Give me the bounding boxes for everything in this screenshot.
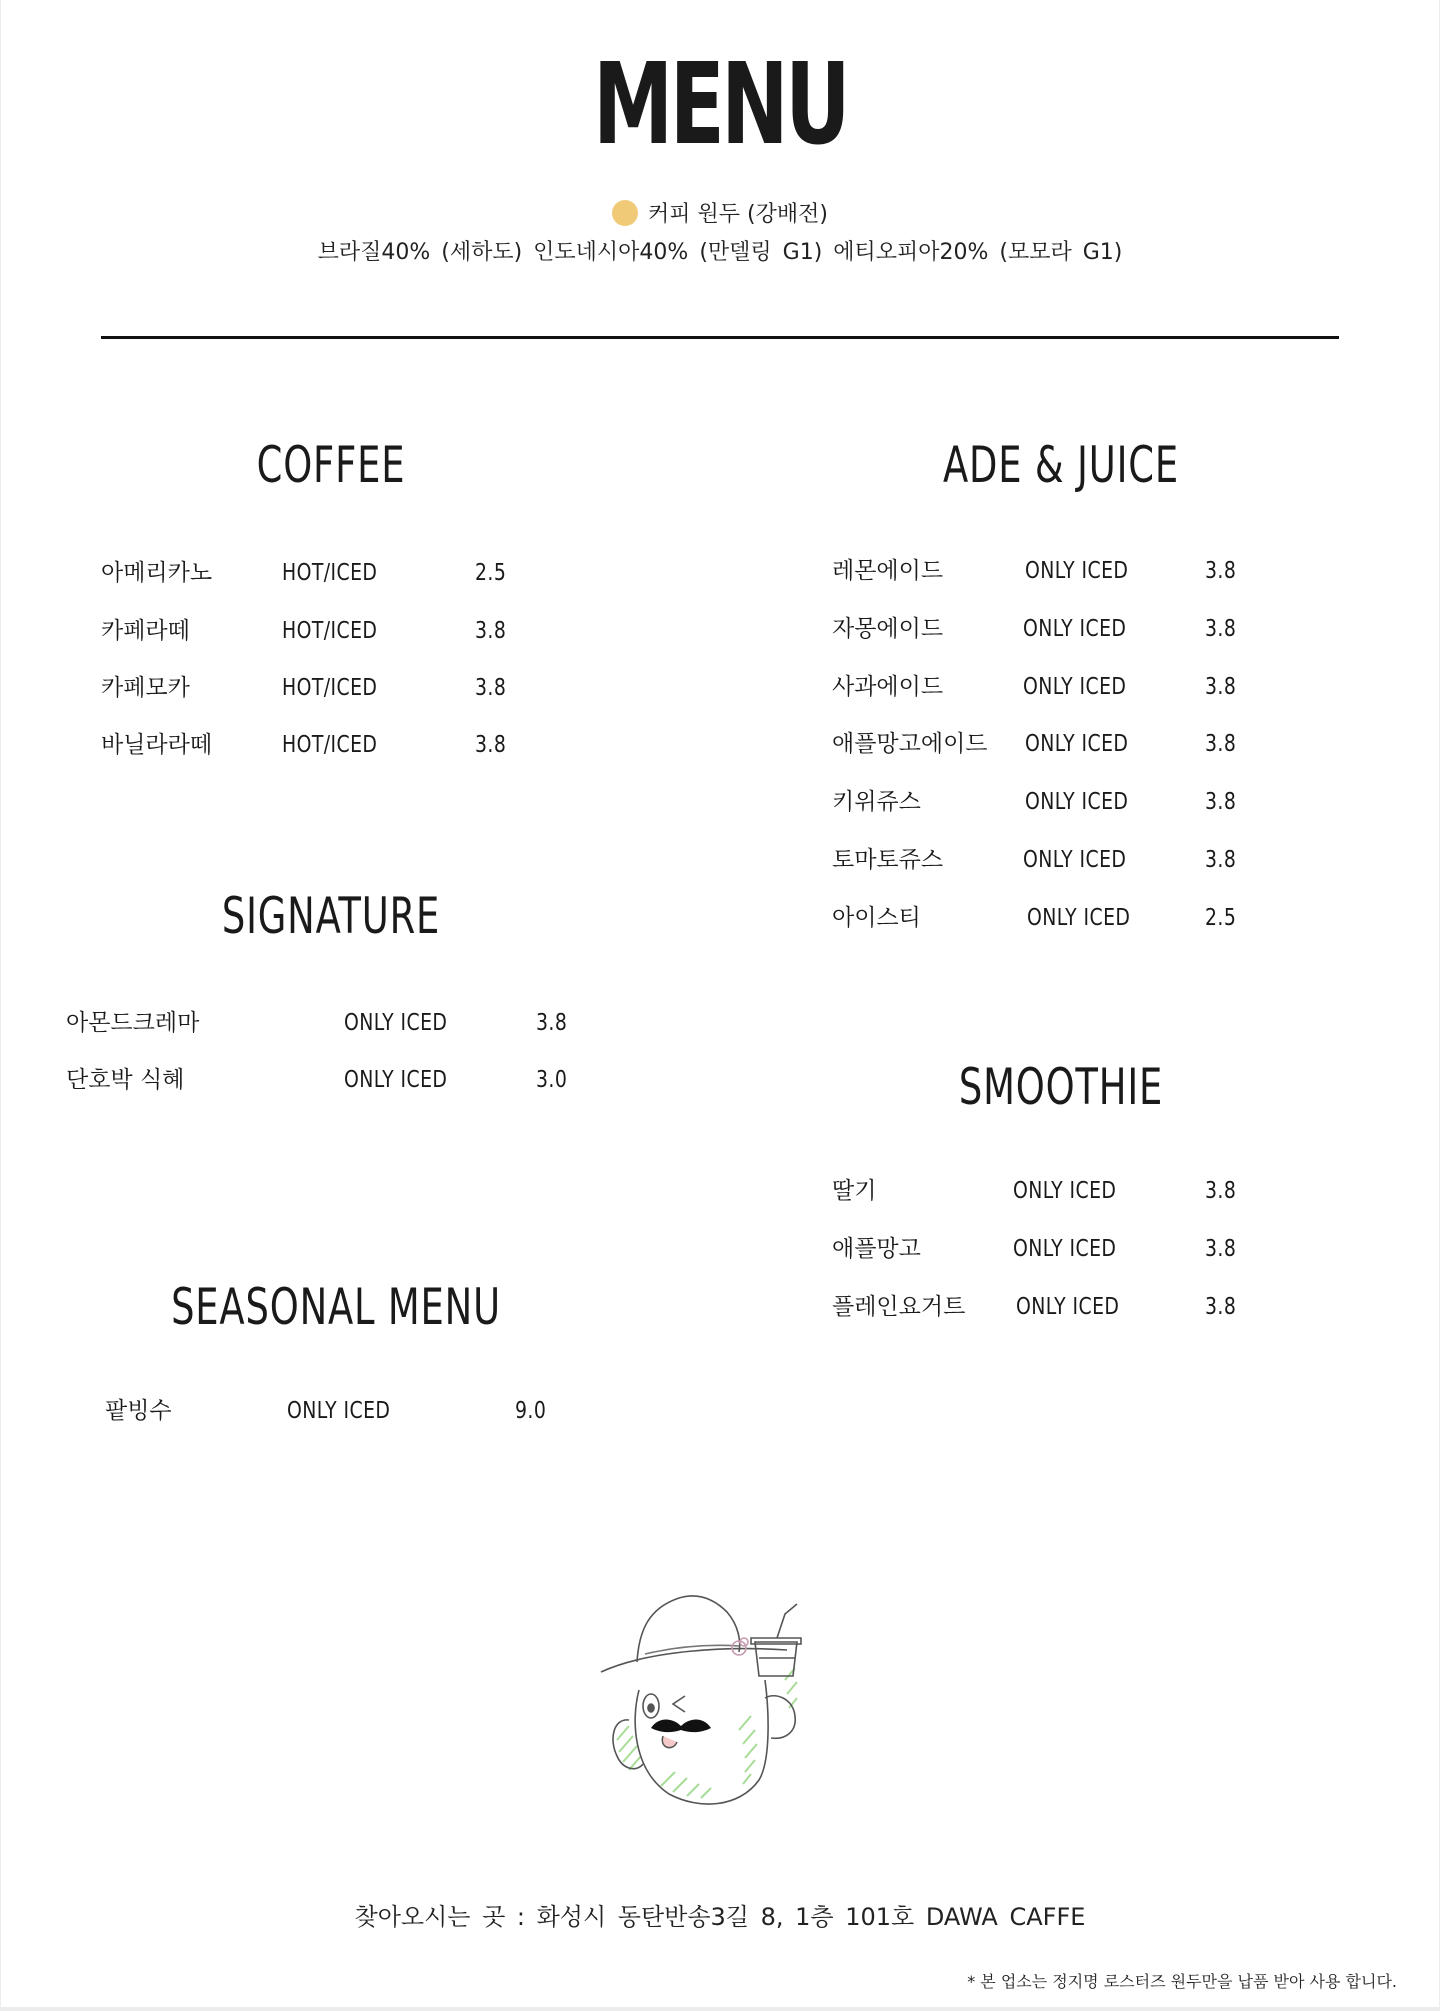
item-name: 레몬에이드 [832,558,944,584]
bean-info [1,198,1439,232]
item-price: 3.8 [1205,674,1237,700]
item-name: 키위쥬스 [832,789,921,815]
section-title-signature: SIGNATURE [221,887,441,945]
header-divider [101,336,1339,339]
item-name: 애플망고 [832,1236,921,1262]
item-option: ONLY ICED [344,1067,448,1093]
item-price: 3.8 [1205,558,1237,584]
item-price: 9.0 [515,1398,547,1424]
item-price: 3.0 [536,1067,568,1093]
item-price: 3.8 [475,618,507,644]
item-name: 사과에이드 [832,674,944,700]
item-name: 바닐라라떼 [101,732,213,758]
item-option: ONLY ICED [1023,674,1127,700]
item-option: HOT/ICED [282,618,378,644]
item-price: 3.8 [1205,1236,1237,1262]
item-price: 3.8 [1205,1178,1237,1204]
item-option: ONLY ICED [1013,1236,1117,1262]
item-option: ONLY ICED [287,1398,391,1424]
item-name: 플레인요거트 [832,1294,966,1320]
item-price: 3.8 [1205,847,1237,873]
item-name: 카페라떼 [101,618,190,644]
item-option: HOT/ICED [282,732,378,758]
item-name: 아메리카노 [101,560,213,586]
item-option: ONLY ICED [344,1010,448,1036]
item-name: 팥빙수 [105,1398,172,1424]
supplier-note: * 본 업소는 정지명 로스터즈 원두만을 납품 받아 사용 합니다. [967,1972,1397,1991]
item-name: 단호박 식혜 [66,1067,185,1093]
menu-page [1,0,1439,2007]
item-name: 자몽에이드 [832,616,944,642]
item-name: 토마토쥬스 [832,847,944,873]
item-price: 3.8 [475,675,507,701]
item-price: 2.5 [1205,905,1237,931]
bean-blend: 브라질40% (세하도) 인도네시아40% (만델링 G1) 에티오피아20% (모모라 G1) [317,240,1123,265]
item-option: ONLY ICED [1016,1294,1120,1320]
item-price: 3.8 [536,1010,568,1036]
section-title-ade-juice: ADE & JUICE [943,436,1179,494]
coffee-bean-dot-icon [612,200,638,226]
item-name: 아몬드크레마 [66,1010,200,1036]
page-title: MENU [593,40,847,170]
section-title-smoothie: SMOOTHIE [958,1058,1164,1116]
item-option: ONLY ICED [1025,789,1129,815]
item-option: ONLY ICED [1013,1178,1117,1204]
item-price: 3.8 [1205,731,1237,757]
item-price: 2.5 [475,560,507,586]
item-price: 3.8 [475,732,507,758]
item-name: 아이스티 [832,905,921,931]
item-name: 딸기 [832,1178,877,1204]
item-price: 3.8 [1205,1294,1237,1320]
item-option: HOT/ICED [282,675,378,701]
cactus-mascot-icon [589,1580,879,1820]
bean-label: 커피 원두 (강배전) [648,202,828,227]
store-address: 찾아오시는 곳 : 화성시 동탄반송3길 8, 1층 101호 DAWA CAFFE [354,1903,1086,1931]
item-option: HOT/ICED [282,560,378,586]
section-title-coffee: COFFEE [256,436,406,494]
item-option: ONLY ICED [1023,616,1127,642]
item-name: 카페모카 [101,675,190,701]
section-title-seasonal: SEASONAL MENU [171,1278,501,1336]
item-option: ONLY ICED [1025,731,1129,757]
item-option: ONLY ICED [1027,905,1131,931]
item-price: 3.8 [1205,789,1237,815]
item-option: ONLY ICED [1025,558,1129,584]
item-option: ONLY ICED [1023,847,1127,873]
item-price: 3.8 [1205,616,1237,642]
item-name: 애플망고에이드 [832,731,988,757]
